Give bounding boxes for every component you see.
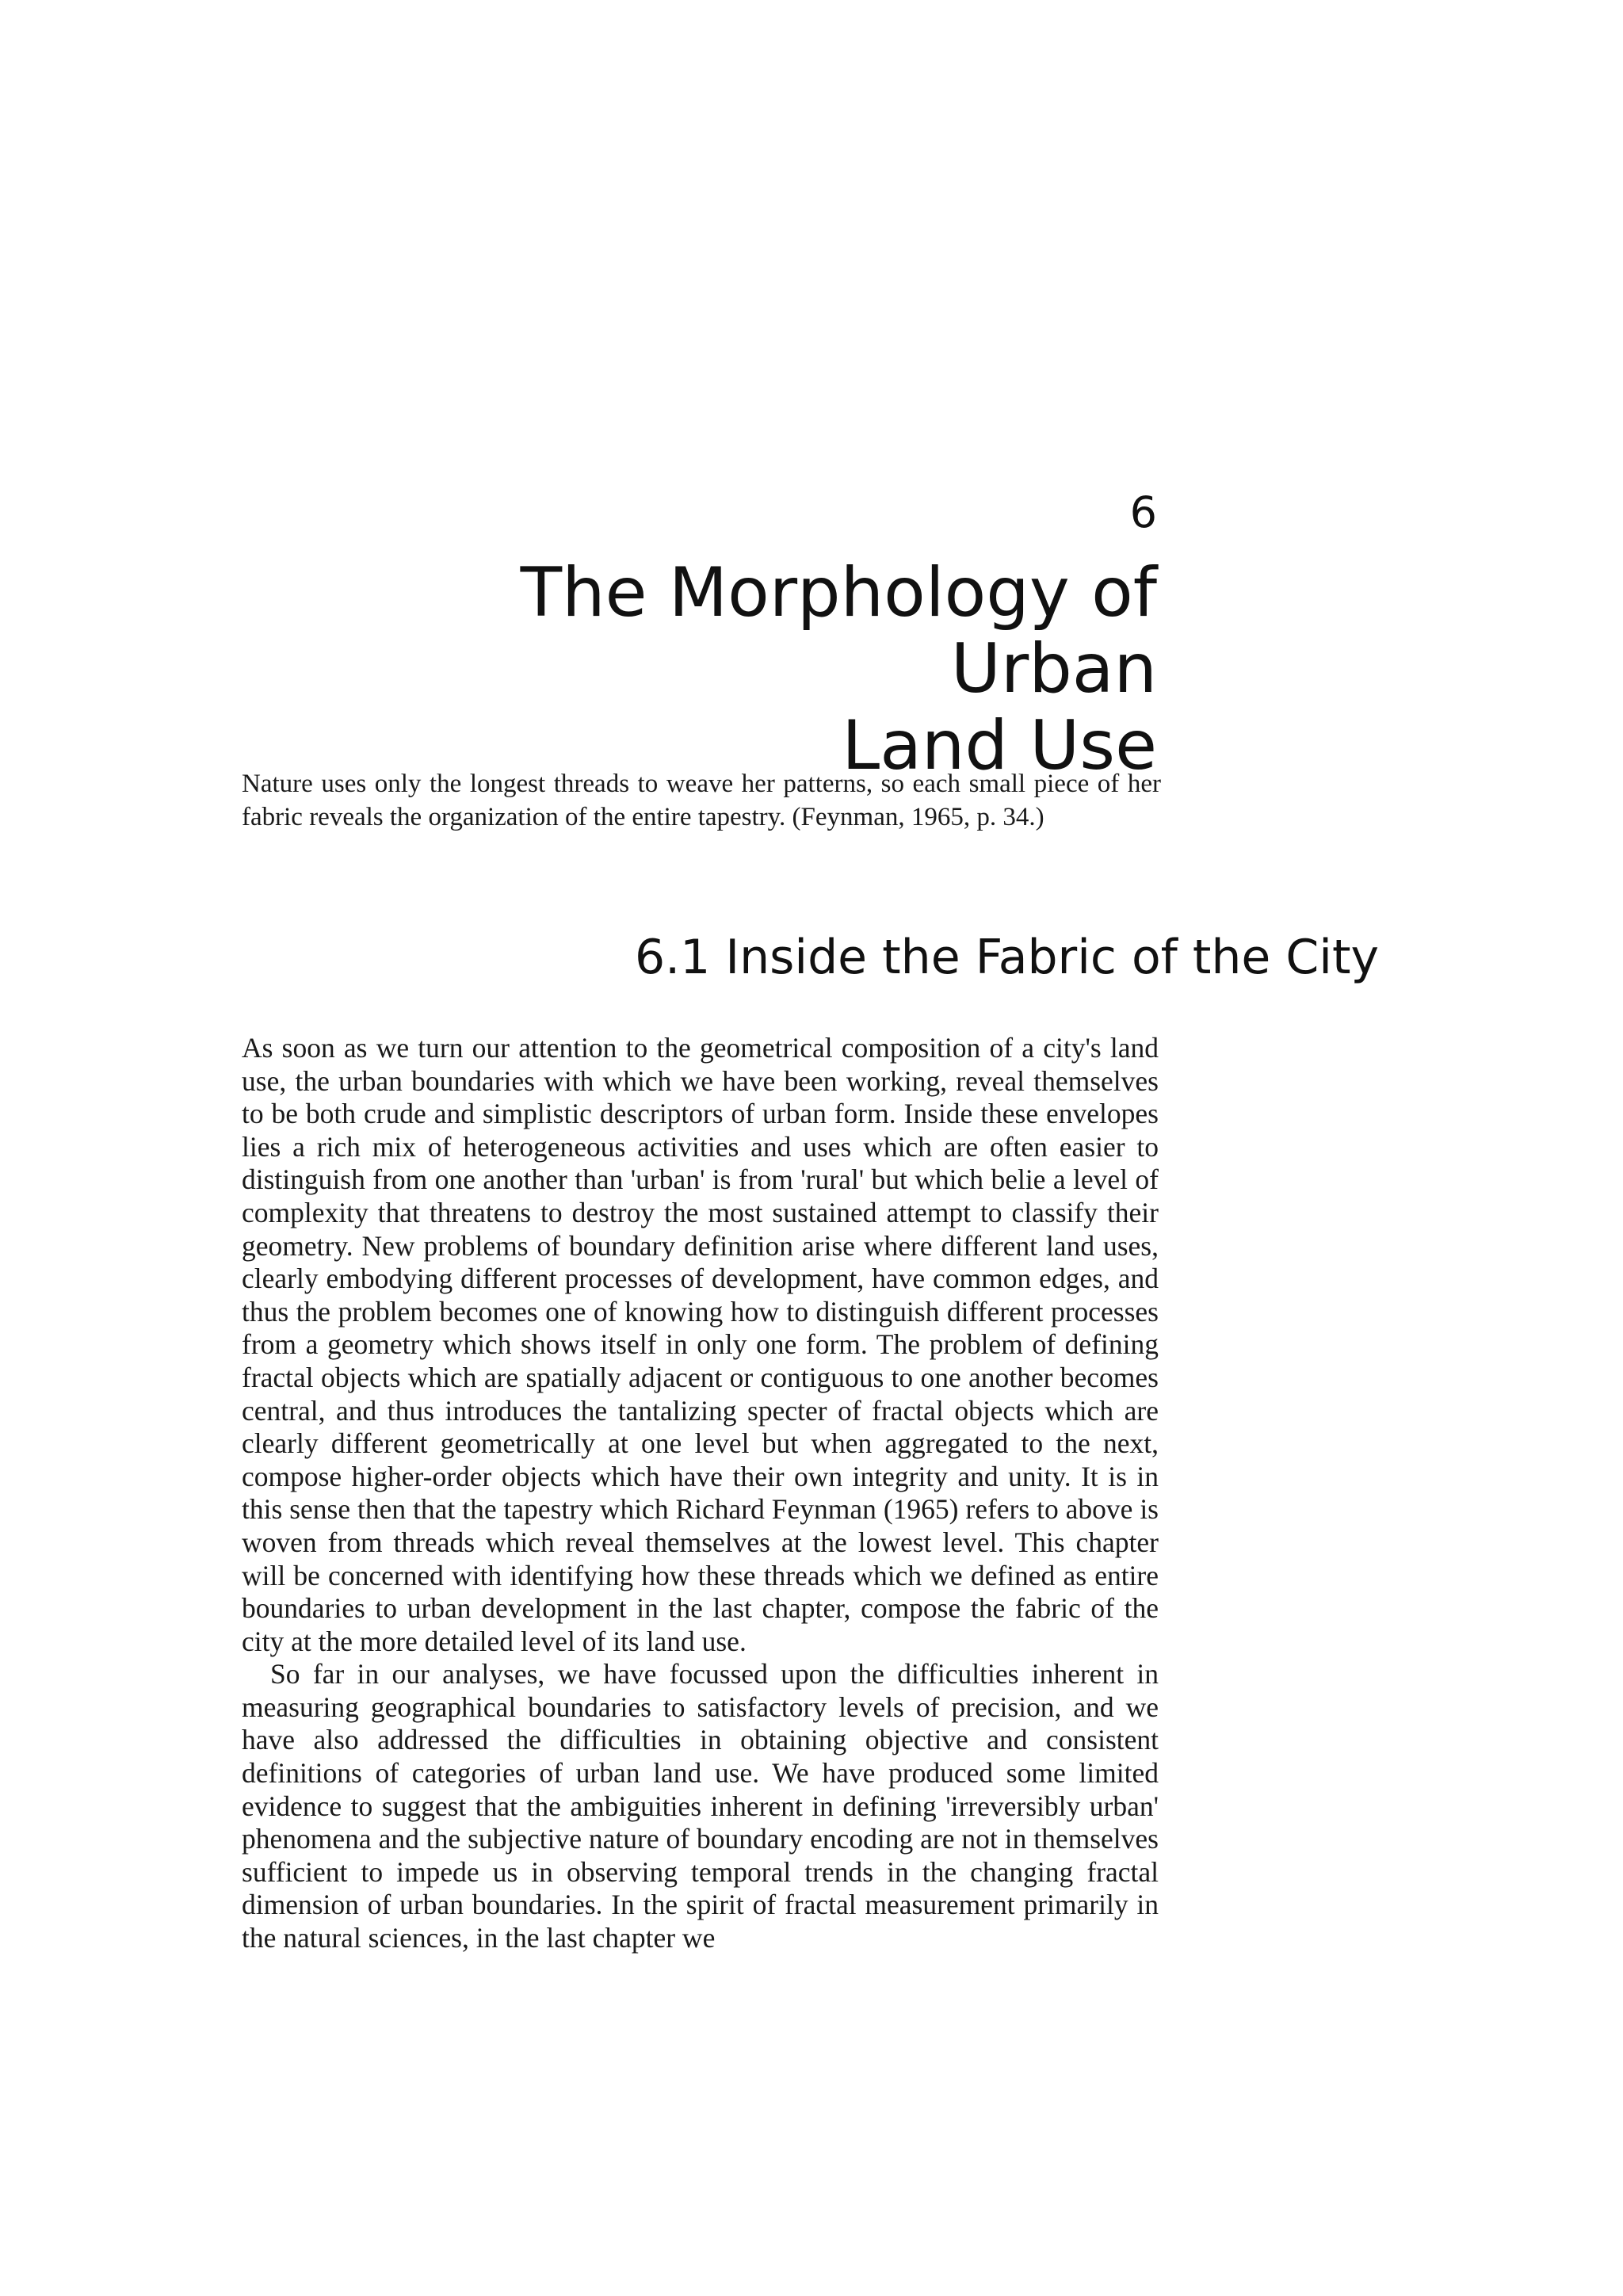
body-text (242, 1032, 1159, 1955)
body-paragraph-2: So far in our analyses, we have focussed upon the difficulties inherent in measuring geographical boundaries to satisfactory levels of precision, and we have also addressed the difficulties in obtaining objective and consistent definitions of categories of urban land use. We have produced some limited evidence to suggest that the ambiguities inherent in defining 'irreversibly urban' phenomena and the subjective nature of boundary encoding are not in themselves sufficient to impede us in observing temporal trends in the changing fractal dimension of urban boundaries. In the spirit of fractal measurement primarily in the natural sciences, in the last chapter we (242, 1658, 1159, 1954)
body-paragraph-1: As soon as we turn our attention to the geometrical composition of a city's land use, the urban boundaries with which we have been working, reveal themselves to be both crude and simplistic descriptors of urban form. Inside these envelopes lies a rich mix of heterogeneous activities and uses which are often easier to distinguish from one another than 'urban' is from 'rural' but which belie a level of complexity that threatens to destroy the most sustained attempt to classify their geometry. New problems of boundary definition arise where different land uses, clearly embodying different processes of development, have common edges, and thus the problem becomes one of knowing how to distinguish different processes from a geometry which shows itself in only one form. The problem of defining fractal objects which are spatially adjacent or contiguous to one another becomes central, and thus introduces the tantalizing specter of fractal objects which are clearly different geometrically at one level but when aggregated to the next, compose higher-order objects which have their own integrity and unity. It is in this sense then that the tapestry which Richard Feynman (1965) refers to above is woven from threads which reveal themselves at the lowest level. This chapter will be concerned with identifying how these threads which we defined as entire boundaries to urban development in the last chapter, compose the fabric of the city at the more detailed level of its land use. (242, 1032, 1159, 1657)
epigraph-quote: Nature uses only the longest threads to weave her patterns, so each small piece of her fabric reveals the organization of the entire tapestry. (Feynman, 1965, p. 34.) (242, 770, 1161, 832)
section-heading: 6.1 Inside the Fabric of the City (634, 930, 1379, 985)
chapter-title-line-1: The Morphology of Urban (520, 553, 1157, 709)
chapter-title (444, 555, 1157, 784)
chapter-title-line-2: Land Use (842, 705, 1157, 785)
chapter-number: 6 (1129, 487, 1157, 537)
